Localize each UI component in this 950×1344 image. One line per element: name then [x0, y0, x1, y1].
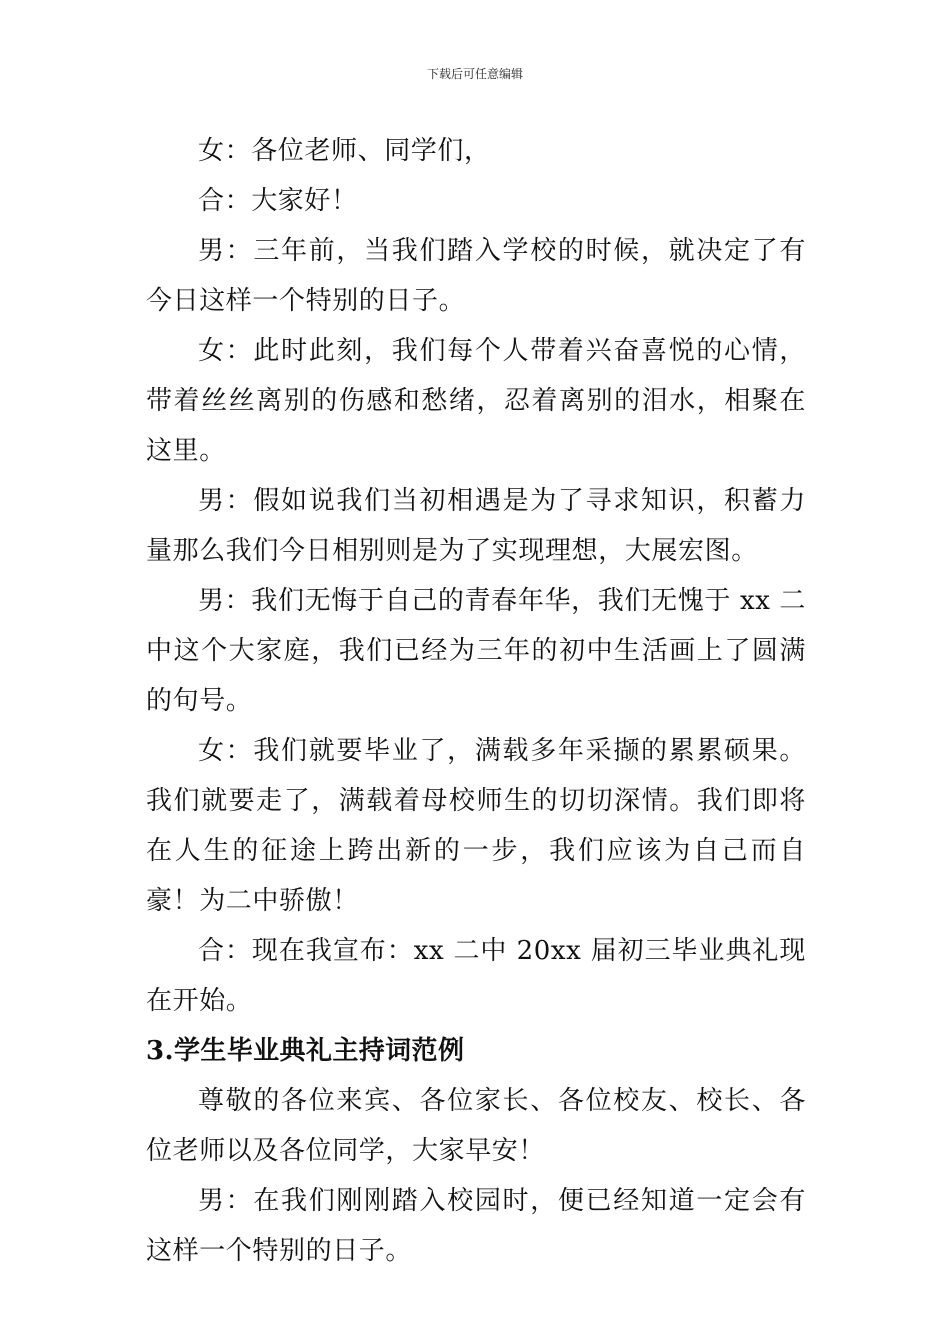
dialogue-paragraph: 女：我们就要毕业了，满载多年采撷的累累硕果。我们就要走了，满载着母校师生的切切深情。我们即将在人生的征途上跨出新的一步，我们应该为自己而自豪！为二中骄傲！ [146, 736, 806, 916]
dialogue-paragraph: 合：现在我宣布：xx 二中 20xx 届初三毕业典礼现在开始。 [146, 936, 806, 1016]
section-paragraph: 尊敬的各位来宾、各位家长、各位校友、校长、各位老师以及各位同学，大家早安！ [146, 1086, 806, 1166]
dialogue-paragraph: 男：我们无悔于自己的青春年华，我们无愧于 xx 二中这个大家庭，我们已经为三年的初中生活画上了圆满的句号。 [146, 586, 806, 716]
dialogue-paragraph: 女：此时此刻，我们每个人带着兴奋喜悦的心情，带着丝丝离别的伤感和愁绪，忍着离别的泪水，相聚在这里。 [146, 336, 806, 466]
dialogue-paragraph: 男：三年前，当我们踏入学校的时候，就决定了有今日这样一个特别的日子。 [146, 236, 806, 316]
page-header-note: 下载后可任意编辑 [426, 67, 523, 81]
section-paragraph: 男：在我们刚刚踏入校园时，便已经知道一定会有这样一个特别的日子。 [146, 1186, 806, 1266]
dialogue-paragraph: 合：大家好！ [198, 186, 358, 216]
dialogue-paragraph: 女：各位老师、同学们， [198, 136, 491, 166]
document-body [146, 126, 806, 1276]
dialogue-paragraph: 男：假如说我们当初相遇是为了寻求知识，积蓄力量那么我们今日相别则是为了实现理想，大展宏图。 [146, 486, 806, 566]
section-heading: 3.学生毕业典礼主持词范例 [146, 1036, 465, 1066]
